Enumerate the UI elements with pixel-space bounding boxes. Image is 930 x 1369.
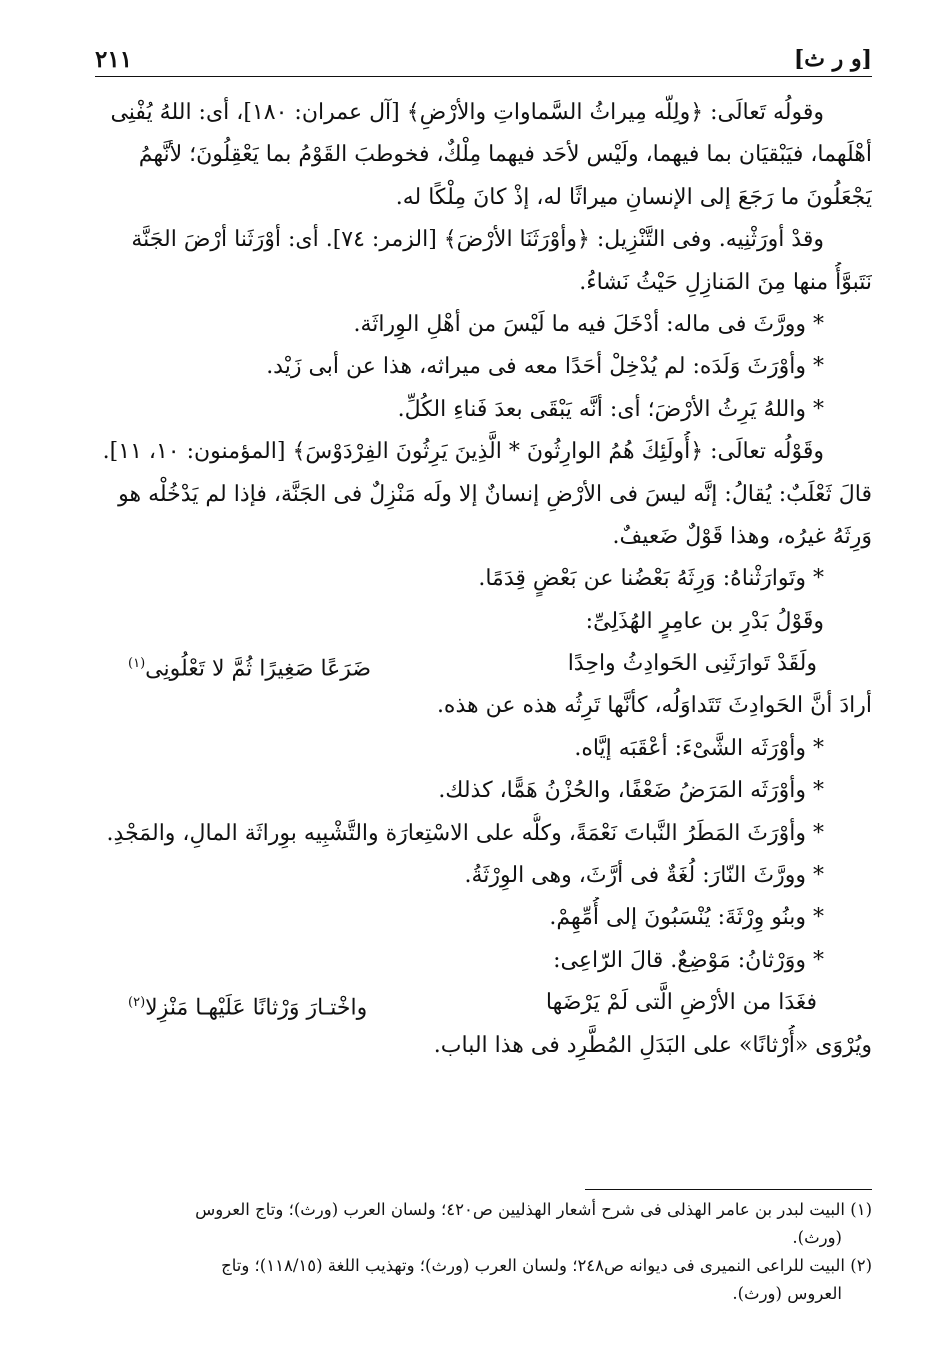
text-line: * وأوْرَثَه الشَّىْءَ: أعْقَبَه إيَّاه. — [574, 735, 824, 761]
entry-root: [و ر ث] — [793, 46, 872, 72]
footnote-marker: (١) — [128, 656, 146, 672]
main-text — [90, 92, 872, 1067]
text-line: نَتَبوَّأُ منها مِنَ المَنازِلِ حَيْثُ نَشاءُ. — [579, 269, 872, 295]
footnote-rule — [585, 1189, 872, 1190]
footnotes — [90, 1196, 872, 1308]
text-line: وقولُه تَعالَى: ﴿ولِلّه مِيراثُ السَّماواتِ والأرْضِ﴾ [آل عمران: ١٨٠]، أى: اللهُ يُفْنِى — [110, 100, 824, 125]
page-number: ٢١١ — [95, 46, 133, 73]
header-rule — [95, 76, 872, 77]
text-line: * واللهُ يَرِثُ الأرْضَ؛ أى: أنَّه يَبْقَى بعدَ فَناءِ الكُلِّ. — [397, 396, 824, 422]
verse-text: واخْتـارَ وَرْثانًا عَلَيْهـا مَنْزِلا — [145, 995, 368, 1021]
verse-hemistich-first: ولَقَدْ تَوارَثَنِى الحَوادِثُ واحِدًا — [567, 651, 817, 677]
verse-text: ضَرَعًا صَغِيرًا ثُمَّ لا تَعْلُونِى — [145, 656, 372, 682]
text-line: * وأوْرَثَ المَطَرُ النَّباتَ نَعْمَةً، وكلُّه على الاسْتِعارَة والتَّشْبِيه بوِراثَة المالِ، والمَجْدِ. — [106, 820, 824, 846]
text-line: وقَوْلُ بَدْرِ بن عامِرٍ الهُذَلِىِّ: — [585, 608, 824, 634]
footnote-line: العروس (ورث). — [732, 1284, 842, 1303]
text-line: وَرِثَهُ غيرُه، وهذا قَوْلٌ ضَعيفٌ. — [612, 523, 872, 549]
poetry-verse — [90, 643, 872, 685]
verse-hemistich-first: فغَدَا من الأرْضِ الَّتى لَمْ يَرْضَها — [545, 990, 817, 1016]
text-line: وقَوْلُه تعالَى: ﴿أُولَئِكَ هُمُ الوارِثُونَ * الَّذِينَ يَرِثُونَ الفِرْدَوْسَ﴾ [المؤمنون: ١٠، ١١]. — [102, 439, 824, 465]
text-line: أهْلَهما، فيَبْقيَان بما فيهما، ولَيْس لأحَد فيهما مِلْكٌ، فخوطبَ القَوْمُ بما يَعْقِلُونَ؛ لأنَّهمُ — [138, 142, 872, 168]
footnote-line: (٢) البيت للراعى النميرى فى ديوانه ص٢٤٨؛ ولسان العرب (ورث)؛ وتهذيب اللغة (١١٨/١٥)؛ وتاج — [221, 1256, 872, 1275]
verse-hemistich-second — [128, 982, 367, 1030]
text-line: * وتَوارَثْناهُ: وَرِثَهُ بَعْضُنا عن بَعْضٍ قِدَمًا. — [478, 566, 824, 592]
text-line: يَجْعَلُونَ ما رَجَعَ إلى الإنسانِ ميراثًا له، إذْ كانَ مِلْكًا له. — [395, 184, 872, 210]
poetry-verse — [90, 982, 872, 1024]
text-line: * وورَّثَ النّارَ: لُغَةٌ فى أرَّثَ، وهى الوِرْثَةُ. — [464, 863, 824, 889]
text-line: ويُرْوَى «أُرْثانًا» على البَدَلِ المُطَّرِد فى هذا الباب. — [433, 1032, 872, 1058]
text-line: * وبنُو وِرْثَةَ: يُنْسَبُونَ إلى أُمِّهِمْ. — [549, 905, 824, 931]
text-line: * وورَّثَ فى ماله: أدْخَلَ فيه ما لَيْسَ من أهْلِ الوِراثَة. — [353, 311, 824, 337]
text-line: قالَ ثَعْلَبٌ: يُقالُ: إنَّه ليسَ فى الأرْضِ إنسانٌ إلا ولَه مَنْزِلٌ فى الجَنَّة، فإذا لم يَدْخُلْه هو — [118, 481, 872, 507]
footnote-marker: (٢) — [128, 995, 146, 1011]
text-line: أرادَ أنَّ الحَوادِثَ تَتَداوَلُه، كأنَّها تَرِثُه هذه عن هذه. — [436, 693, 872, 719]
footnote-line: (ورث). — [792, 1228, 842, 1247]
text-line: * وأوْرَثَه المَرَضُ ضَعْفًا، والحُزْنُ هَمًّا، كذلك. — [438, 778, 824, 804]
page-header — [95, 40, 872, 76]
text-line: * وأوْرَثَ وَلَدَه: لم يُدْخِلْ أحَدًا معه فى ميراثه، هذا عن أبى زَيْد. — [266, 354, 824, 380]
text-line: وقدْ أورَثْنِيه. وفى التَّنْزِيل: ﴿وأوْرَثَنَا الأرْضَ﴾ [الزمر: ٧٤]. أى: أوْرَثَنا أرْضَ الجَنَّة — [131, 227, 824, 253]
verse-hemistich-second — [128, 643, 371, 691]
footnote-line: (١) البيت لبدر بن عامر الهذلى فى شرح أشعار الهذليين ص٤٢٠؛ ولسان العرب (ورث)؛ وتاج العروس — [195, 1200, 872, 1219]
text-line: * ووَرْثانُ: مَوْضِعٌ. قالَ الرّاعِى: — [553, 947, 824, 973]
